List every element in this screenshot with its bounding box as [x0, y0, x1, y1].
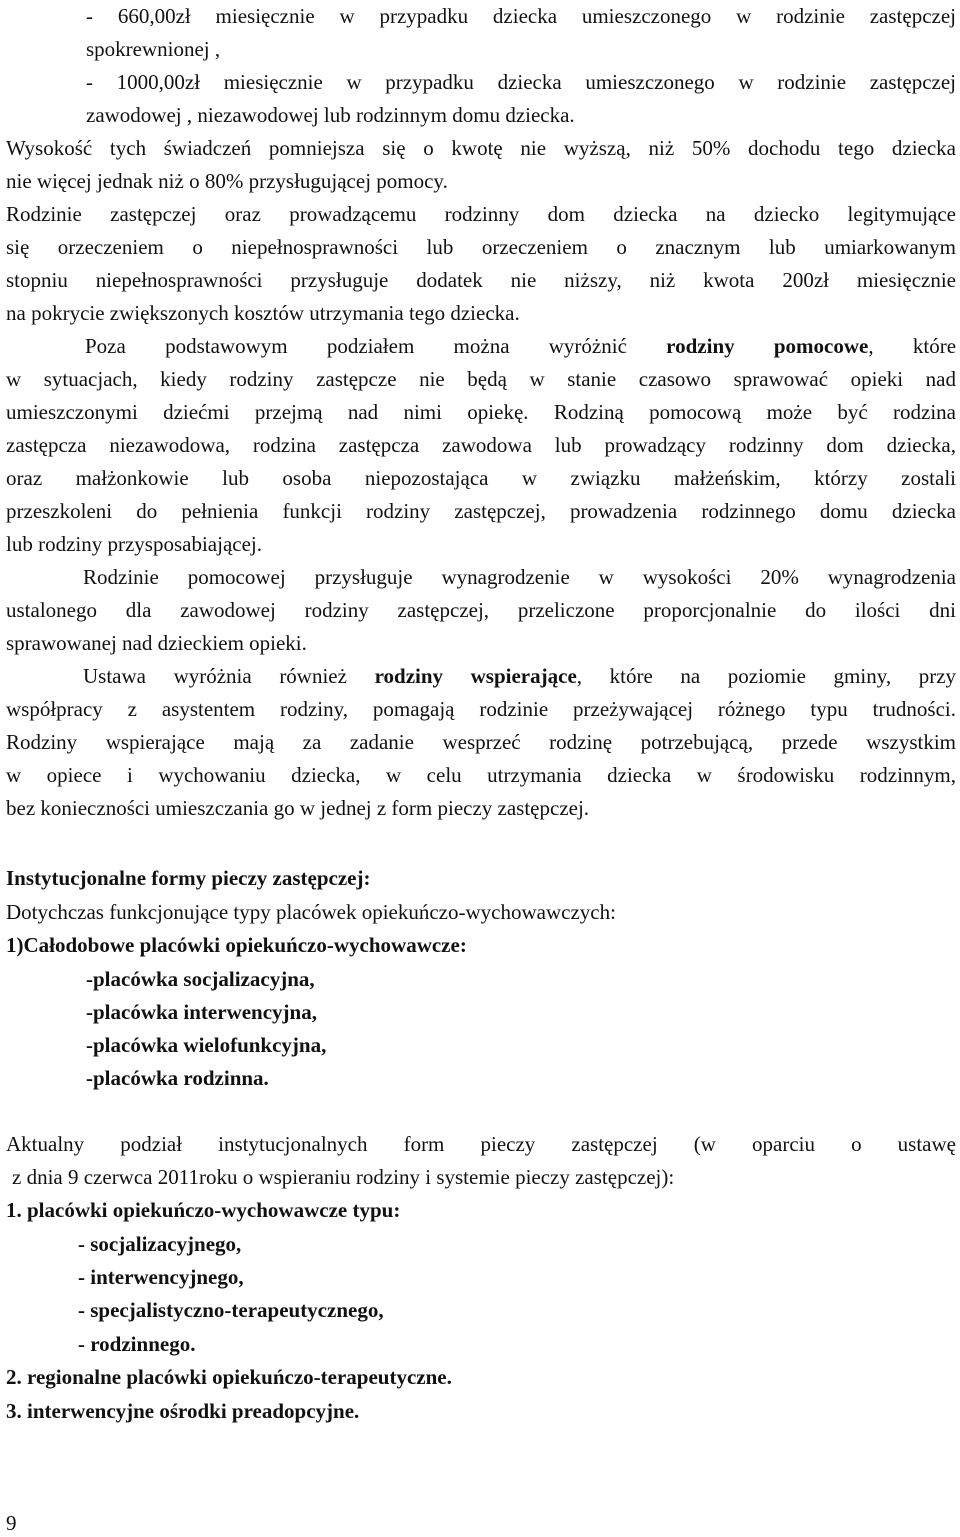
p1-line-4: na pokrycie zwiększonych kosztów utrzymania tego dziecka.	[6, 301, 520, 325]
section1-subitem: -placówka wielofunkcyjna,	[86, 1033, 327, 1057]
p4-text-c: , które na poziomie gminy, przy	[576, 664, 957, 688]
intro-line-1: - 660,00zł miesięcznie w przypadku dziecka umieszczonego w rodzinie zastępczej	[86, 4, 956, 28]
p4-line-3: Rodziny wspierające mają za zadanie wesprzeć rodzinę potrzebującą, przede wszystkim	[6, 730, 956, 754]
intro-line-4: zawodowej , niezawodowej lub rodzinnym domu dziecka.	[86, 103, 575, 127]
section2-subitem: - socjalizacyjnego,	[78, 1232, 242, 1256]
section2-subitem: - interwencyjnego,	[78, 1265, 244, 1289]
term-rodziny-wspierajace: rodziny wspierające	[374, 664, 577, 688]
section2-item-1: 1. placówki opiekuńczo-wychowawcze typu:	[6, 1198, 401, 1222]
p2-text-c: , które	[868, 334, 957, 358]
section1-subitem: -placówka rodzinna.	[86, 1066, 269, 1090]
intro-line-2: spokrewnionej ,	[86, 37, 221, 61]
section2-item-2: 2. regionalne placówki opiekuńczo-terapeutyczne.	[6, 1365, 452, 1389]
p3-line-2: ustalonego dla zawodowej rodziny zastępczej, przeliczone proporcjonalnie do ilości dni	[6, 598, 956, 622]
section2-line-2: z dnia 9 czerwca 2011roku o wspieraniu rodziny i systemie pieczy zastępczej):	[12, 1165, 675, 1189]
term-rodziny-pomocowe: rodziny pomocowe	[666, 334, 869, 358]
section1-subitem: -placówka interwencyjna,	[86, 1000, 317, 1024]
p2-line-1	[85, 330, 956, 363]
section1-item-1: 1)Całodobowe placówki opiekuńczo-wychowawcze:	[6, 933, 467, 957]
section2-line-1: Aktualny podział instytucjonalnych form pieczy zastępczej (w oparciu o ustawę	[6, 1132, 956, 1156]
p4-line-5: bez konieczności umieszczania go w jednej z form pieczy zastępczej.	[6, 796, 590, 820]
section1-subitem: -placówka socjalizacyjna,	[86, 967, 315, 991]
section2-subitem: - rodzinnego.	[78, 1332, 196, 1356]
p1-line-3: stopniu niepełnosprawności przysługuje dodatek nie niższy, niż kwota 200zł miesięcznie	[6, 268, 956, 292]
p4-line-1	[83, 660, 956, 693]
p2-line-6: przeszkoleni do pełnienia funkcji rodziny zastępczej, prowadzenia rodzinnego domu dziecka	[6, 499, 956, 523]
intro-line-5: Wysokość tych świadczeń pomniejsza się o kwotę nie wyższą, niż 50% dochodu tego dziecka	[6, 136, 956, 160]
p4-text-a: Ustawa wyróżnia również	[83, 664, 347, 688]
p4-line-2: współpracy z asystentem rodziny, pomagają rodzinie przeżywającej różnego typu trudności.	[6, 697, 956, 721]
p1-line-2: się orzeczeniem o niepełnosprawności lub orzeczeniem o znacznym lub umiarkowanym	[6, 235, 956, 259]
p2-line-7: lub rodziny przysposabiającej.	[6, 532, 262, 556]
p1-line-1: Rodzinie zastępczej oraz prowadzącemu rodzinny dom dziecka na dziecko legitymujące	[6, 202, 956, 226]
p2-line-3: umieszczonymi dziećmi przejmą nad nimi opiekę. Rodziną pomocową może być rodzina	[6, 400, 956, 424]
page-number: 9	[6, 1511, 17, 1535]
p2-text-a: Poza podstawowym podziałem można wyróżnić	[85, 334, 627, 358]
p2-line-2: w sytuacjach, kiedy rodziny zastępcze nie będą w stanie czasowo sprawować opieki nad	[6, 367, 956, 391]
section2-item-3: 3. interwencyjne ośrodki preadopcyjne.	[6, 1399, 360, 1423]
p2-line-5: oraz małżonkowie lub osoba niepozostająca w związku małżeńskim, którzy zostali	[6, 466, 956, 490]
section1-heading: Instytucjonalne formy pieczy zastępczej:	[6, 866, 371, 890]
section2-subitem: - specjalistyczno-terapeutycznego,	[78, 1298, 384, 1322]
intro-line-6: nie więcej jednak niż o 80% przysługującej pomocy.	[6, 169, 448, 193]
section1-intro: Dotychczas funkcjonujące typy placówek opiekuńczo-wychowawczych:	[6, 900, 616, 924]
p4-line-4: w opiece i wychowaniu dziecka, w celu utrzymania dziecka w środowisku rodzinnym,	[6, 763, 956, 787]
p2-line-4: zastępcza niezawodowa, rodzina zastępcza zawodowa lub prowadzący rodzinny dom dziecka,	[6, 433, 956, 457]
p3-line-1: Rodzinie pomocowej przysługuje wynagrodzenie w wysokości 20% wynagrodzenia	[83, 565, 956, 589]
intro-line-3: - 1000,00zł miesięcznie w przypadku dziecka umieszczonego w rodzinie zastępczej	[86, 70, 956, 94]
p3-line-3: sprawowanej nad dzieckiem opieki.	[6, 631, 307, 655]
